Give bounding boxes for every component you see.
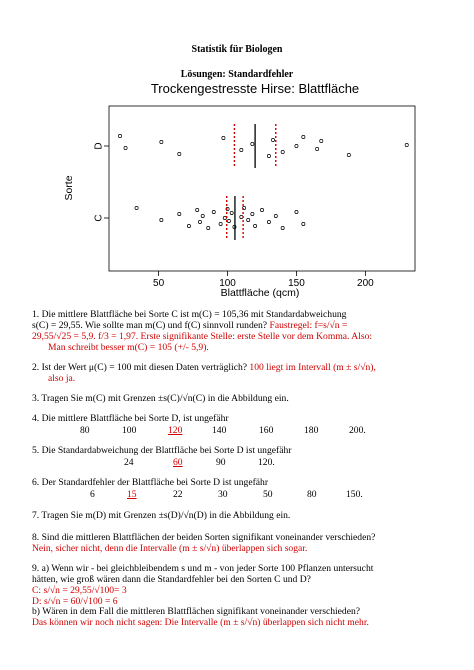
data-point-D (295, 144, 298, 147)
q5-option-selected: 60 (173, 457, 183, 468)
plot-frame (109, 106, 415, 271)
q5-options (0, 457, 474, 469)
q9b-answer: Das können wir noch nicht sagen: Die Intervalle (m ± s/√n) überlappen sich nicht mehr. (32, 617, 369, 628)
y-tick-label: C (93, 214, 105, 222)
q2-question: 2. Ist der Wert μ(C) = 100 mit diesen Daten verträglich? (32, 362, 248, 373)
q6-options (0, 489, 474, 501)
q4-option: 100 (122, 425, 137, 436)
q4-option-selected: 120 (168, 425, 183, 436)
doc-title: Statistik für Biologen (191, 44, 283, 55)
q4-question: 4. Die mittlere Blattfläche bei Sorte D, ist ungefähr (32, 413, 229, 424)
chart (60, 80, 420, 305)
q2-answer-2: also ja. (48, 373, 76, 384)
q2-answer-1: 100 liegt im Intervall (m ± s/√n), (249, 362, 376, 373)
x-axis-label: Blattfläche (qcm) (220, 287, 300, 299)
data-point-C (274, 214, 277, 217)
q9b-question: b) Wären in dem Fall die mittleren Blattflächen signifikant voneinander verschieden? (32, 606, 361, 617)
q4-option: 200. (349, 425, 366, 436)
data-point-D (251, 142, 254, 145)
data-point-C (254, 224, 257, 227)
q8-question: 8. Sind die mittleren Blattflächen der beiden Sorten signifikant voneinander verschieden? (32, 532, 376, 543)
data-point-C (196, 208, 199, 211)
q1-line-a: 1. Die mittlere Blattfläche bei Sorte C ist m(C) = 105,36 mit Standardabweichung (32, 309, 347, 320)
q5-option: 24 (124, 457, 134, 468)
y-tick-label: D (93, 142, 105, 150)
x-tick-label: 100 (219, 278, 236, 289)
q5-option: 120. (258, 457, 275, 468)
data-point-C (281, 226, 284, 229)
data-point-D (222, 136, 225, 139)
q8-answer: Nein, sicher nicht, denn die Intervalle (m ± s/√n) überlappen sich sogar. (32, 543, 308, 554)
data-point-C (212, 210, 215, 213)
data-point-D (118, 134, 121, 137)
q2-line (32, 362, 376, 373)
q1-answer-3: Man schreibt besser m(C) = 105 (+/- 5,9). (48, 342, 209, 353)
data-point-C (178, 212, 181, 215)
data-point-D (316, 147, 319, 150)
data-point-D (124, 146, 127, 149)
q9-line-a: 9. a) Wenn wir - bei gleichbleibendem s und m - von jeder Sorte 100 Pflanzen untersucht (32, 563, 374, 574)
doc-subtitle: Lösungen: Standardfehler (180, 69, 294, 80)
q9-answer-c: C: s/√n = 29,55/√100= 3 (32, 585, 127, 596)
data-point-C (201, 214, 204, 217)
data-point-C (267, 220, 270, 223)
data-point-C (198, 220, 201, 223)
data-point-C (160, 218, 163, 221)
data-point-C (135, 206, 138, 209)
data-point-C (295, 210, 298, 213)
y-axis-label: Sorte (63, 175, 75, 201)
q6-option-selected: 15 (127, 489, 137, 500)
data-point-D (240, 148, 243, 151)
data-point-D (281, 150, 284, 153)
q1-answer-1: Faustregel: f=s/√n = (269, 320, 348, 331)
data-point-D (347, 153, 350, 156)
q6-option: 30 (218, 489, 228, 500)
x-tick-label: 150 (288, 278, 305, 289)
q6-option: 6 (90, 489, 95, 500)
x-tick-label: 50 (153, 278, 165, 289)
data-point-C (260, 208, 263, 211)
q6-option: 80 (307, 489, 317, 500)
q1-line-b (32, 320, 347, 331)
q6-option: 150. (346, 489, 363, 500)
q4-option: 140 (212, 425, 227, 436)
q1-question: s(C) = 29,55. Wie sollte man m(C) und f(C) sinnvoll runden? (32, 320, 268, 331)
q3-question: 3. Tragen Sie m(C) mit Grenzen ±s(C)/√n(C) in die Abbildung ein. (32, 393, 289, 404)
q6-question: 6. Der Standardfehler der Blattfläche bei Sorte D ist ungefähr (32, 477, 269, 488)
data-point-D (267, 154, 270, 157)
data-point-D (178, 152, 181, 155)
q9-answer-d: D: s/√n = 60/√100 = 6 (32, 596, 118, 607)
data-point-D (271, 138, 274, 141)
data-point-D (302, 135, 305, 138)
data-point-C (223, 216, 226, 219)
data-point-C (219, 222, 222, 225)
data-point-C (187, 224, 190, 227)
x-tick-label: 200 (357, 278, 374, 289)
q9-line-b: hätten, wie groß wären dann die Standardfehler bei den Sorten C und D? (32, 574, 311, 585)
q5-question: 5. Die Standardabweichung der Blattfläche bei Sorte D ist ungefähr (32, 445, 292, 456)
data-point-D (160, 140, 163, 143)
data-point-C (230, 211, 233, 214)
q4-options (0, 425, 474, 437)
q1-answer-2: 29,55/√25 = 5,9. f/3 = 1,97. Erste signifikante Stelle: erste Stelle vor dem Komma. Also: (32, 331, 373, 342)
q6-option: 22 (173, 489, 183, 500)
q4-option: 180 (304, 425, 319, 436)
q4-option: 160 (259, 425, 274, 436)
q5-option: 90 (216, 457, 226, 468)
q6-option: 50 (263, 489, 273, 500)
data-point-C (207, 226, 210, 229)
q4-option: 80 (80, 425, 90, 436)
data-point-D (405, 143, 408, 146)
data-point-C (302, 222, 305, 225)
q7-question: 7. Tragen Sie m(D) mit Grenzen ±s(D)/√n(D) in die Abbildung ein. (32, 510, 291, 521)
data-point-D (320, 139, 323, 142)
data-point-C (247, 218, 250, 221)
data-point-C (251, 212, 254, 215)
data-point-C (227, 219, 230, 222)
chart-title: Trockengestresste Hirse: Blattfläche (150, 81, 360, 96)
